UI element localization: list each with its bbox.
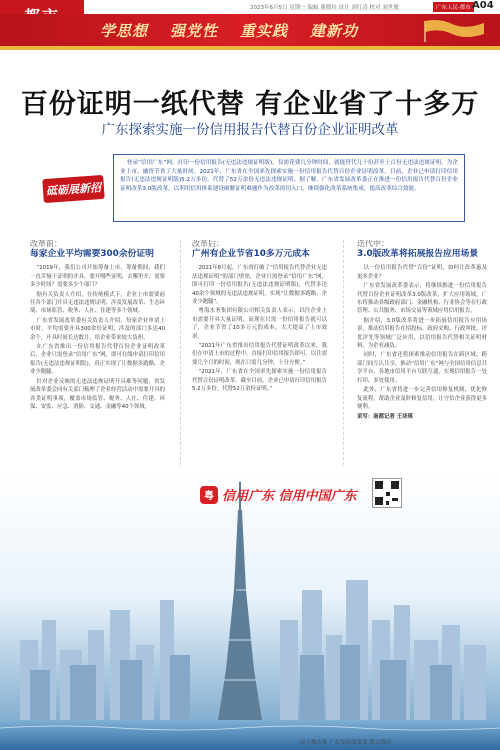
paragraph: 此外，广东省将进一步完善信用修复机制，优化修复流程，帮助企业及时修复信用，让守信企业获得更多便利。 (357, 387, 487, 410)
slogan-banner (0, 14, 500, 50)
headline: 百份证明一纸代替 有企业省了十多万 (20, 89, 480, 120)
app-name: 信用广东 信用中国广东 (222, 489, 357, 504)
xinyong-guangdong-logo-icon: 粤 (200, 486, 218, 504)
slogan-1: 学思想 (100, 22, 149, 40)
paragraph: 据有关负责人介绍，在传统模式下，企业上市需要前往各个部门开具无违法违规证明，涉及发展改革、生态环境、市场监管、税务、人社、住建等多个领域。 (30, 291, 165, 315)
slogan-list (100, 20, 358, 41)
flag-decoration-icon (420, 18, 490, 44)
column-logo (38, 156, 108, 222)
column-kicker: 改革后： (192, 240, 224, 248)
paragraph: 广东省发展改革委有关负责人介绍，每家企业申请上市时，平均需要开具300余份证明，涉及的部门多达40余个，开具时间长达数月，给企业带来较大负担。 (30, 317, 165, 341)
column-title: 广州有企业节省10多万元成本 (192, 249, 310, 260)
qr-code-icon (372, 478, 402, 508)
paragraph: 2021年8月起，广东省打破了“信用报告代替企业无违法违规证明”的部门壁垒，企业只需登录“信用广东”网，即可打印一份信用报告(无违法违规证明版)，代替多达40余个领域的无违法违规证明，实现“让数据多跑路、企业少跑腿”。 (192, 265, 327, 306)
slogan-3: 重实践 (240, 22, 289, 40)
subheadline: 广东探索实施一份信用报告代替百份企业证明改革 (101, 122, 399, 138)
article-column-after (192, 240, 327, 480)
city-skyline-photo (0, 470, 500, 750)
column-divider (343, 240, 344, 465)
intro-summary: 登录“信用广东”网，打印一份信用报告(无违法违规证明版)，仅需花费几分钟时间，就能替代几十份甚至上百份无违法违规证明，为企业上市、融资节省了大量时间。2021年，广东省在全国率先探索实施一份信用报告代替百份企业证明改革。目前，企业已申请打印信用报告(无违法违规证明版)5.2万多份，代替了52万余份无违法违规证明。据了解，广东省发展改革委正在推进一份信用报告代替百份企业证明改革3.0版改革，以利用信用体系建设破解证明难题作为改革的切入口，继续强化改革系统集成，提高改革综合效能。 (113, 154, 465, 222)
paragraph: 据介绍，3.0版改革将进一步拓展信用报告应用场景，推动信用报告在招投标、政府采购、行政审批、评优评先等领域广泛应用，以信用报告代替相关证明材料，为企业减负。 (357, 317, 487, 350)
column-logo-text: 砥砺展新招 (42, 175, 105, 203)
paragraph: 在广东省推出一份信用报告代替百份企业证明改革后，企业只需登录“信用广东”网，即可在线申请打印信用报告(无违法违规证明版)，真正实现了让数据多跑路、企业少跑腿。 (30, 344, 165, 376)
paragraph: 以一份信用报告代替“百份”证明，如何让改革惠及更多企业？ (357, 265, 487, 280)
paragraph: “2019年，我们公司开始筹备上市，筹备期间，我们一直苦恼于证明的开具。要开哪些证明，去哪里开，需要多少时间？需要多少个部门？ (30, 265, 165, 289)
column-title: 每家企业平均需要300余份证明 (30, 249, 154, 260)
paragraph: “2021年，广东省在全国率先探索实施一份信用报告代替百份证明改革。截至目前，企业已申请打印信用报告5.2万多份，代替52万余份证明。” (192, 369, 327, 393)
paragraph: 同时，广东省还将探索推动信用报告在跨区域、跨部门间互认共享，推动“信用广东”网与全国信用信息共享平台、各地市信用平台互联互通，实现信用报告一处打印、多处使用。 (357, 352, 487, 384)
column-title: 3.0版改革将拓展报告应用场景 (357, 249, 479, 260)
edition-tag: 广东人民·都市 (433, 2, 474, 12)
paragraph: 粤海水务集团有限公司相关负责人表示，以往企业上市需要开具大量证明，而现在只需一份信用报告就可以了，企业节省了10多万元的成本，大大提高了上市效率。 (192, 308, 327, 340)
paragraph: 针对企业反映的无违法违规证明开具难等问题，省发展改革委会同有关部门梳理了企业经营活动中需要开具的各类证明事项，覆盖市场监管、税务、人社、住建、环保、安监、应急、消防、交通、金融等40个领域。 (30, 378, 165, 410)
slogan-4: 建新功 (310, 22, 359, 40)
column-kicker: 改革前： (30, 240, 62, 248)
column-divider (180, 240, 181, 465)
issue-meta: 2023年6月5日 星期一 编辑 董晓玲 设计 刘红涛 校对 刘世俊 (250, 5, 399, 11)
slogan-2: 强党性 (170, 22, 219, 40)
page-number: A04 (472, 0, 494, 11)
column-kicker: 迭代中： (357, 240, 389, 248)
skyline-illustration (0, 470, 500, 750)
paragraph: 广东省发展改革委表示，将继续推进一份信用报告代替百份企业证明改革3.0版改革，扩大应用领域，广东将推动各级政府部门、金融机构、行业协会等在行政管理、公共服务、市场交易等领域应用信用报告。 (357, 283, 487, 315)
reporter-byline: 采写：南都记者 王诗琪 (357, 414, 413, 421)
footer-credit: 南方都市报 广东发展改革委 联合推出 (300, 740, 392, 746)
app-badge (200, 485, 357, 504)
paragraph: “2021年广东省推出信用报告代替证明改革以来，我们在申请上市的过程中，直接打印信用报告即可。以往需要几个月的时间，现在只需几分钟，十分方便。” (192, 343, 327, 366)
